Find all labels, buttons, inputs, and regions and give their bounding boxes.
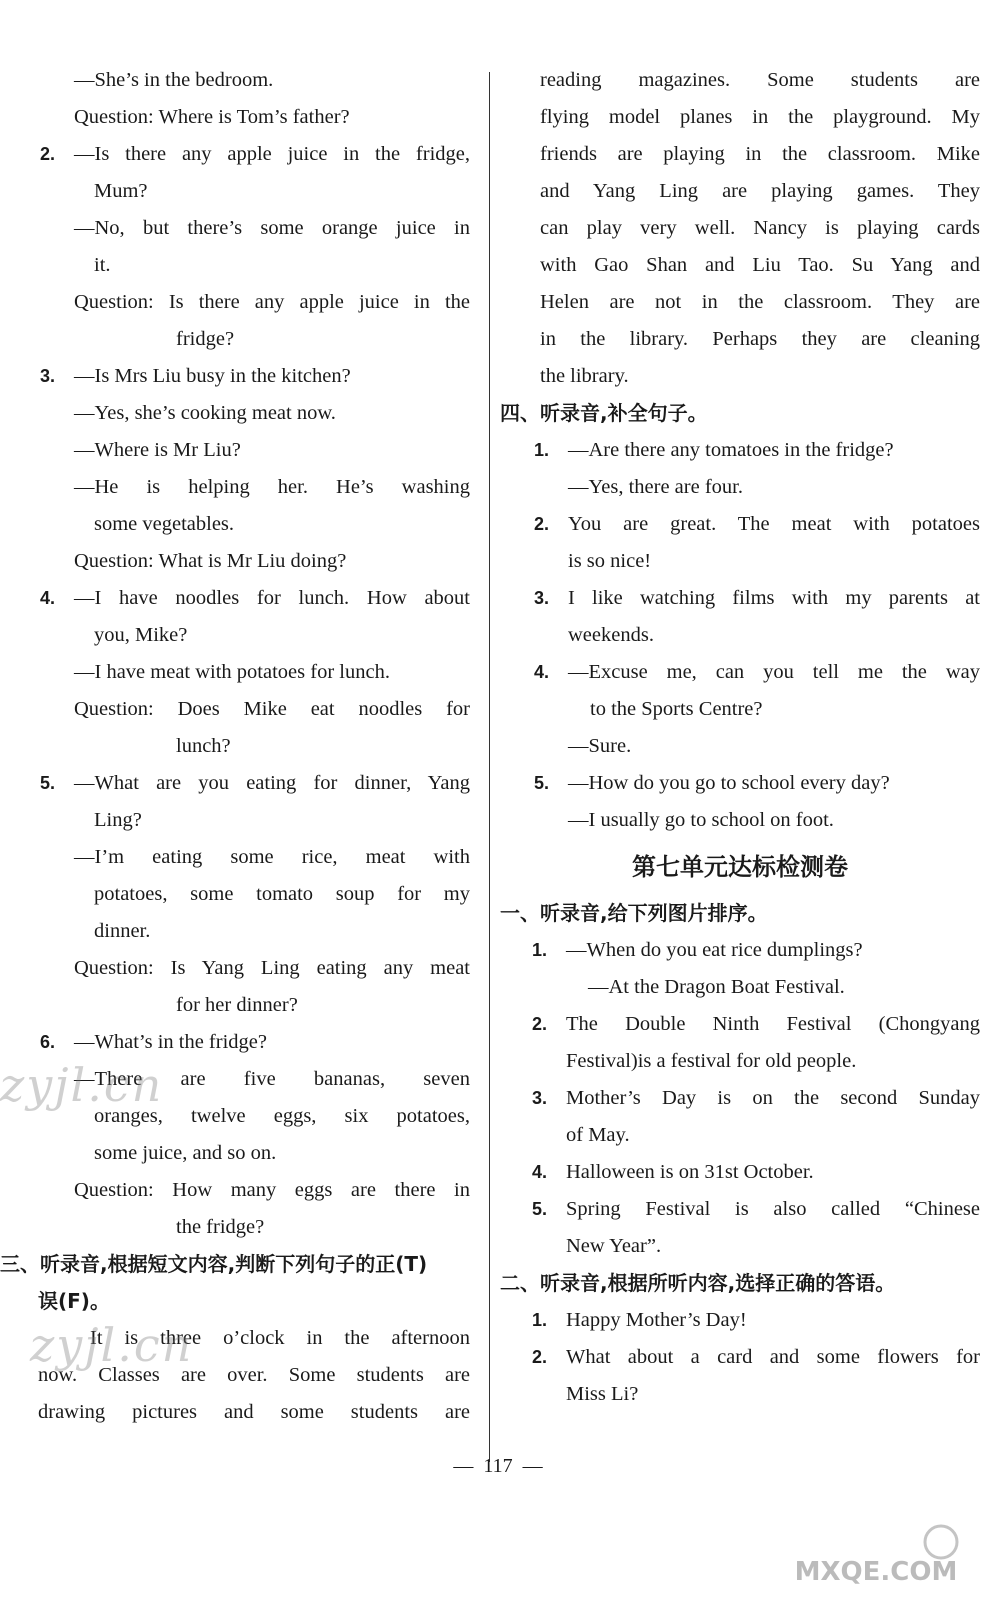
line-text: the fridge? — [176, 1216, 265, 1238]
item-number: 4. — [532, 1162, 548, 1182]
text-line — [0, 173, 470, 210]
section-heading — [0, 1246, 470, 1283]
line-text: New Year”. — [566, 1235, 662, 1257]
item-number: 5. — [40, 773, 56, 793]
text-line — [0, 691, 470, 728]
text-line — [500, 543, 980, 580]
column-divider — [489, 72, 490, 1462]
text-line — [500, 969, 980, 1006]
text-line — [500, 1376, 980, 1413]
line-text: with Gao Shan and Liu Tao. Su Yang and — [540, 254, 980, 276]
line-text: —She’s in the bedroom. — [74, 69, 274, 91]
line-text: some vegetables. — [94, 513, 235, 535]
text-line — [0, 654, 470, 691]
text-line — [500, 1006, 980, 1043]
text-line — [500, 247, 980, 284]
text-line — [500, 691, 980, 728]
line-text: —What’s in the fridge? — [74, 1031, 267, 1053]
line-text: for her dinner? — [176, 994, 298, 1016]
item-number: 2. — [532, 1347, 548, 1367]
text-line — [500, 728, 980, 765]
line-text: oranges, twelve eggs, six potatoes, — [94, 1105, 470, 1127]
item-number: 2. — [40, 144, 56, 164]
text-line — [500, 654, 980, 691]
line-text: is so nice! — [568, 550, 652, 572]
section-heading-text: 三、听录音,根据短文内容,判断下列句子的正(T) — [0, 1252, 428, 1276]
text-line — [0, 469, 470, 506]
text-line — [500, 1154, 980, 1191]
text-line — [0, 321, 470, 358]
line-text: to the Sports Centre? — [590, 698, 763, 720]
line-text: —When do you eat rice dumplings? — [566, 939, 863, 961]
line-text: —Yes, she’s cooking meat now. — [74, 402, 336, 424]
item-number: 4. — [534, 662, 550, 682]
watermark-top: zyjl.cn — [0, 1058, 164, 1112]
corner-logo — [776, 1522, 976, 1592]
text-line — [500, 136, 980, 173]
text-line — [0, 728, 470, 765]
line-text: drawing pictures and some students are — [38, 1401, 470, 1423]
item-number: 1. — [532, 1310, 548, 1330]
line-text: —How do you go to school every day? — [568, 772, 890, 794]
text-line — [500, 99, 980, 136]
text-line — [0, 1135, 470, 1172]
text-line — [500, 580, 980, 617]
line-text: can play very well. Nancy is playing cards — [540, 217, 980, 239]
corner-logo-text: MXQE.COM — [794, 1557, 958, 1587]
line-text: Festival)is a festival for old people. — [566, 1050, 857, 1072]
text-line — [500, 173, 980, 210]
text-line — [500, 432, 980, 469]
text-line — [0, 543, 470, 580]
line-text: potatoes, some tomato soup for my — [94, 883, 470, 905]
text-line — [0, 210, 470, 247]
line-text: You are great. The meat with potatoes — [568, 513, 980, 535]
section-heading — [0, 1283, 470, 1320]
line-text: Question: How many eggs are there in — [74, 1179, 470, 1201]
text-line — [0, 765, 470, 802]
line-text: some juice, and so on. — [94, 1142, 277, 1164]
section-title: 第七单元达标检测卷 — [632, 853, 848, 881]
text-line — [500, 469, 980, 506]
section-heading-text: 二、听录音,根据所听内容,选择正确的答语。 — [500, 1271, 896, 1295]
line-text: It is three o’clock in the afternoon — [90, 1327, 470, 1349]
left-column — [0, 62, 470, 1431]
line-text: —I’m eating some rice, meat with — [74, 846, 470, 868]
line-text: —At the Dragon Boat Festival. — [588, 976, 845, 998]
text-line — [500, 617, 980, 654]
section-heading-text: 四、听录音,补全句子。 — [500, 401, 708, 425]
line-text: Ling? — [94, 809, 142, 831]
section-heading-text: 误(F)。 — [38, 1289, 110, 1313]
item-number: 4. — [40, 588, 56, 608]
line-text: —Are there any tomatoes in the fridge? — [568, 439, 894, 461]
line-text: Halloween is on 31st October. — [566, 1161, 814, 1183]
section-heading — [500, 1265, 980, 1302]
line-text: —Yes, there are four. — [568, 476, 743, 498]
line-text: now. Classes are over. Some students are — [38, 1364, 470, 1386]
item-number: 6. — [40, 1032, 56, 1052]
line-text: —I usually go to school on foot. — [568, 809, 834, 831]
text-line — [500, 62, 980, 99]
text-line — [0, 1209, 470, 1246]
text-line — [500, 1191, 980, 1228]
text-line — [0, 987, 470, 1024]
line-text: flying model planes in the playground. My — [540, 106, 980, 128]
text-line — [0, 284, 470, 321]
page-number-footer: — 117 — — [453, 1455, 543, 1477]
item-number: 2. — [532, 1014, 548, 1034]
text-line — [500, 358, 980, 395]
line-text: Question: Where is Tom’s father? — [74, 106, 350, 128]
line-text: —There are five bananas, seven — [74, 1068, 470, 1090]
page-number: 117 — [483, 1455, 513, 1477]
line-text: Question: Is Yang Ling eating any meat — [74, 957, 470, 979]
text-line — [500, 284, 980, 321]
item-number: 3. — [532, 1088, 548, 1108]
text-line — [0, 876, 470, 913]
item-number: 5. — [534, 773, 550, 793]
line-text: Spring Festival is also called “Chinese — [566, 1198, 980, 1220]
text-line — [0, 839, 470, 876]
text-line — [500, 765, 980, 802]
right-column — [500, 62, 980, 1413]
text-line — [0, 136, 470, 173]
line-text: —Excuse me, can you tell me the way — [568, 661, 980, 683]
watermark-bottom: zyjl.cn — [30, 1318, 194, 1372]
line-text: I like watching films with my parents at — [568, 587, 980, 609]
text-line — [0, 506, 470, 543]
text-line — [0, 617, 470, 654]
item-number: 2. — [534, 514, 550, 534]
item-number: 3. — [534, 588, 550, 608]
line-text: The Double Ninth Festival (Chongyang — [566, 1013, 980, 1035]
item-number: 5. — [532, 1199, 548, 1219]
line-text: —No, but there’s some orange juice in — [74, 217, 470, 239]
line-text: lunch? — [176, 735, 231, 757]
text-line — [500, 932, 980, 969]
text-line — [500, 1117, 980, 1154]
line-text: Question: Is there any apple juice in the — [74, 291, 470, 313]
text-line — [500, 506, 980, 543]
line-text: Miss Li? — [566, 1383, 639, 1405]
text-line — [500, 802, 980, 839]
text-line — [500, 1043, 980, 1080]
text-line — [0, 950, 470, 987]
line-text: weekends. — [568, 624, 654, 646]
text-line — [500, 321, 980, 358]
line-text: of May. — [566, 1124, 630, 1146]
text-line — [500, 1339, 980, 1376]
text-line — [500, 1302, 980, 1339]
line-text: Happy Mother’s Day! — [566, 1309, 747, 1331]
line-text: dinner. — [94, 920, 151, 942]
text-line — [500, 210, 980, 247]
text-line — [500, 1228, 980, 1265]
line-text: Question: What is Mr Liu doing? — [74, 550, 347, 572]
item-number: 1. — [532, 940, 548, 960]
line-text: Mother’s Day is on the second Sunday — [566, 1087, 980, 1109]
line-text: in the library. Perhaps they are cleaning — [540, 328, 980, 350]
line-text: —I have noodles for lunch. How about — [74, 587, 470, 609]
text-line — [0, 432, 470, 469]
item-number: 3. — [40, 366, 56, 386]
text-line — [0, 1394, 470, 1431]
line-text: the library. — [540, 365, 629, 387]
line-text: —What are you eating for dinner, Yang — [74, 772, 470, 794]
text-line — [0, 358, 470, 395]
text-line — [0, 580, 470, 617]
text-line — [500, 1080, 980, 1117]
section-heading — [500, 395, 980, 432]
line-text: friends are playing in the classroom. Mike — [540, 143, 980, 165]
line-text: —Sure. — [568, 735, 632, 757]
text-line — [0, 247, 470, 284]
text-line — [0, 1172, 470, 1209]
line-text: reading magazines. Some students are — [540, 69, 980, 91]
text-line — [0, 395, 470, 432]
line-text: —Is there any apple juice in the fridge, — [74, 143, 470, 165]
line-text: you, Mike? — [94, 624, 188, 646]
item-number: 1. — [534, 440, 550, 460]
line-text: What about a card and some flowers for — [566, 1346, 980, 1368]
line-text: —Is Mrs Liu busy in the kitchen? — [74, 365, 351, 387]
text-line — [0, 802, 470, 839]
line-text: —He is helping her. He’s washing — [74, 476, 470, 498]
line-text: it. — [94, 254, 111, 276]
section-heading-text: 一、听录音,给下列图片排序。 — [500, 901, 768, 925]
section-heading — [500, 895, 980, 932]
line-text: —Where is Mr Liu? — [74, 439, 241, 461]
text-line — [0, 62, 470, 99]
text-line — [0, 99, 470, 136]
line-text: Mum? — [94, 180, 148, 202]
line-text: —I have meat with potatoes for lunch. — [74, 661, 390, 683]
line-text: fridge? — [176, 328, 235, 350]
line-text: Helen are not in the classroom. They are — [540, 291, 980, 313]
text-line — [0, 913, 470, 950]
line-text: and Yang Ling are playing games. They — [540, 180, 980, 202]
line-text: Question: Does Mike eat noodles for — [74, 698, 470, 720]
text-line — [0, 1024, 470, 1061]
